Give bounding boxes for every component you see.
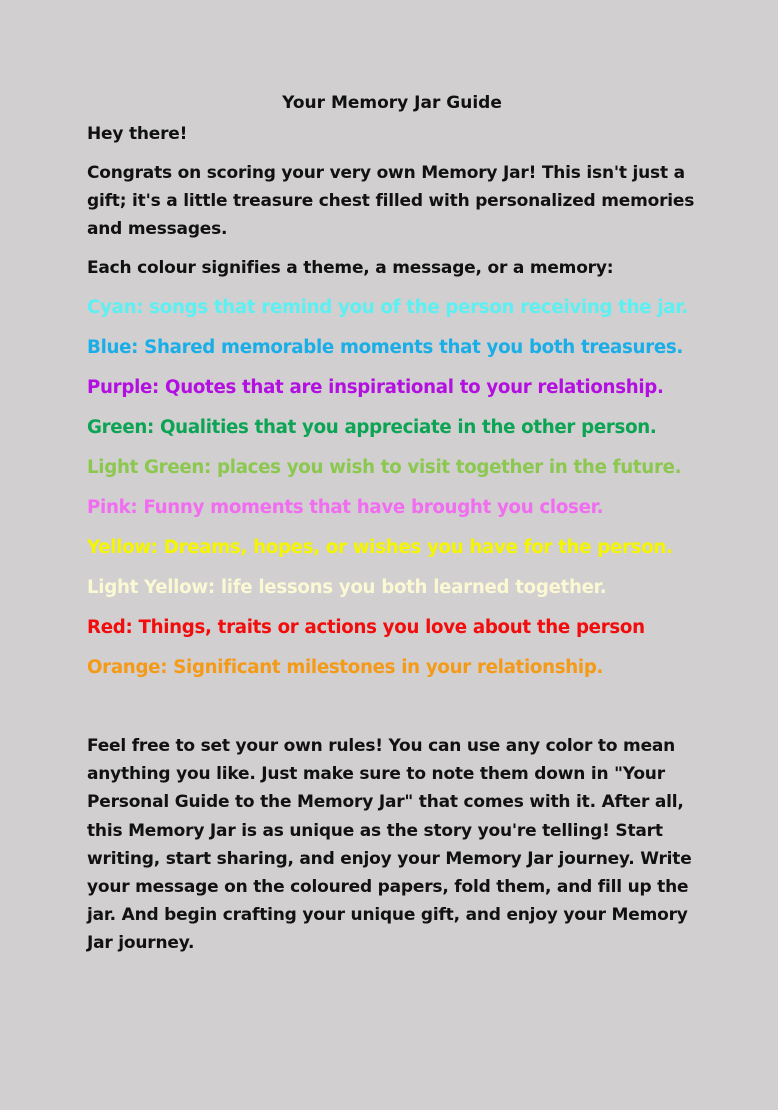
colour-item-cyan: Cyan: songs that remind you of the person receiving the jar. — [87, 297, 688, 318]
document-title: Your Memory Jar Guide — [282, 93, 502, 113]
colour-item-light-green: Light Green: places you wish to visit together in the future. — [87, 457, 682, 478]
document-page — [87, 90, 697, 969]
colour-item-blue: Blue: Shared memorable moments that you both treasures. — [87, 337, 684, 358]
colour-item-green: Green: Qualities that you appreciate in the other person. — [87, 417, 657, 438]
colour-theme-list — [87, 294, 697, 682]
intro-paragraph: Congrats on scoring your very own Memory Jar! This isn't just a gift; it's a little treasure chest filled with personalized memories and messages. — [87, 163, 695, 239]
colour-item-orange: Orange: Significant milestones in your relationship. — [87, 657, 604, 678]
colour-item-red: Red: Things, traits or actions you love about the person — [87, 617, 645, 638]
colour-item-pink: Pink: Funny moments that have brought you closer. — [87, 497, 604, 518]
colour-item-purple: Purple: Quotes that are inspirational to your relationship. — [87, 377, 664, 398]
closing-paragraph: Feel free to set your own rules! You can use any color to mean anything you like. Just make sure to note them down in "Your Personal Guide to the Memory Jar" that comes with it. After all, this Memory Jar is as unique as the story you're telling! Start writing, start sharing, and enjoy your Memory Jar journey. Write your message on the coloured papers, fold them, and fill up the jar. And begin crafting your unique gift, and enjoy your Memory Jar journey. — [87, 736, 692, 954]
colour-list-lead: Each colour signifies a theme, a message, or a memory: — [87, 258, 614, 278]
colour-item-yellow: Yellow: Dreams, hopes, or wishes you have for the person. — [87, 537, 673, 558]
greeting-text: Hey there! — [87, 124, 188, 144]
colour-item-light-yellow: Light Yellow: life lessons you both learned together. — [87, 577, 607, 598]
